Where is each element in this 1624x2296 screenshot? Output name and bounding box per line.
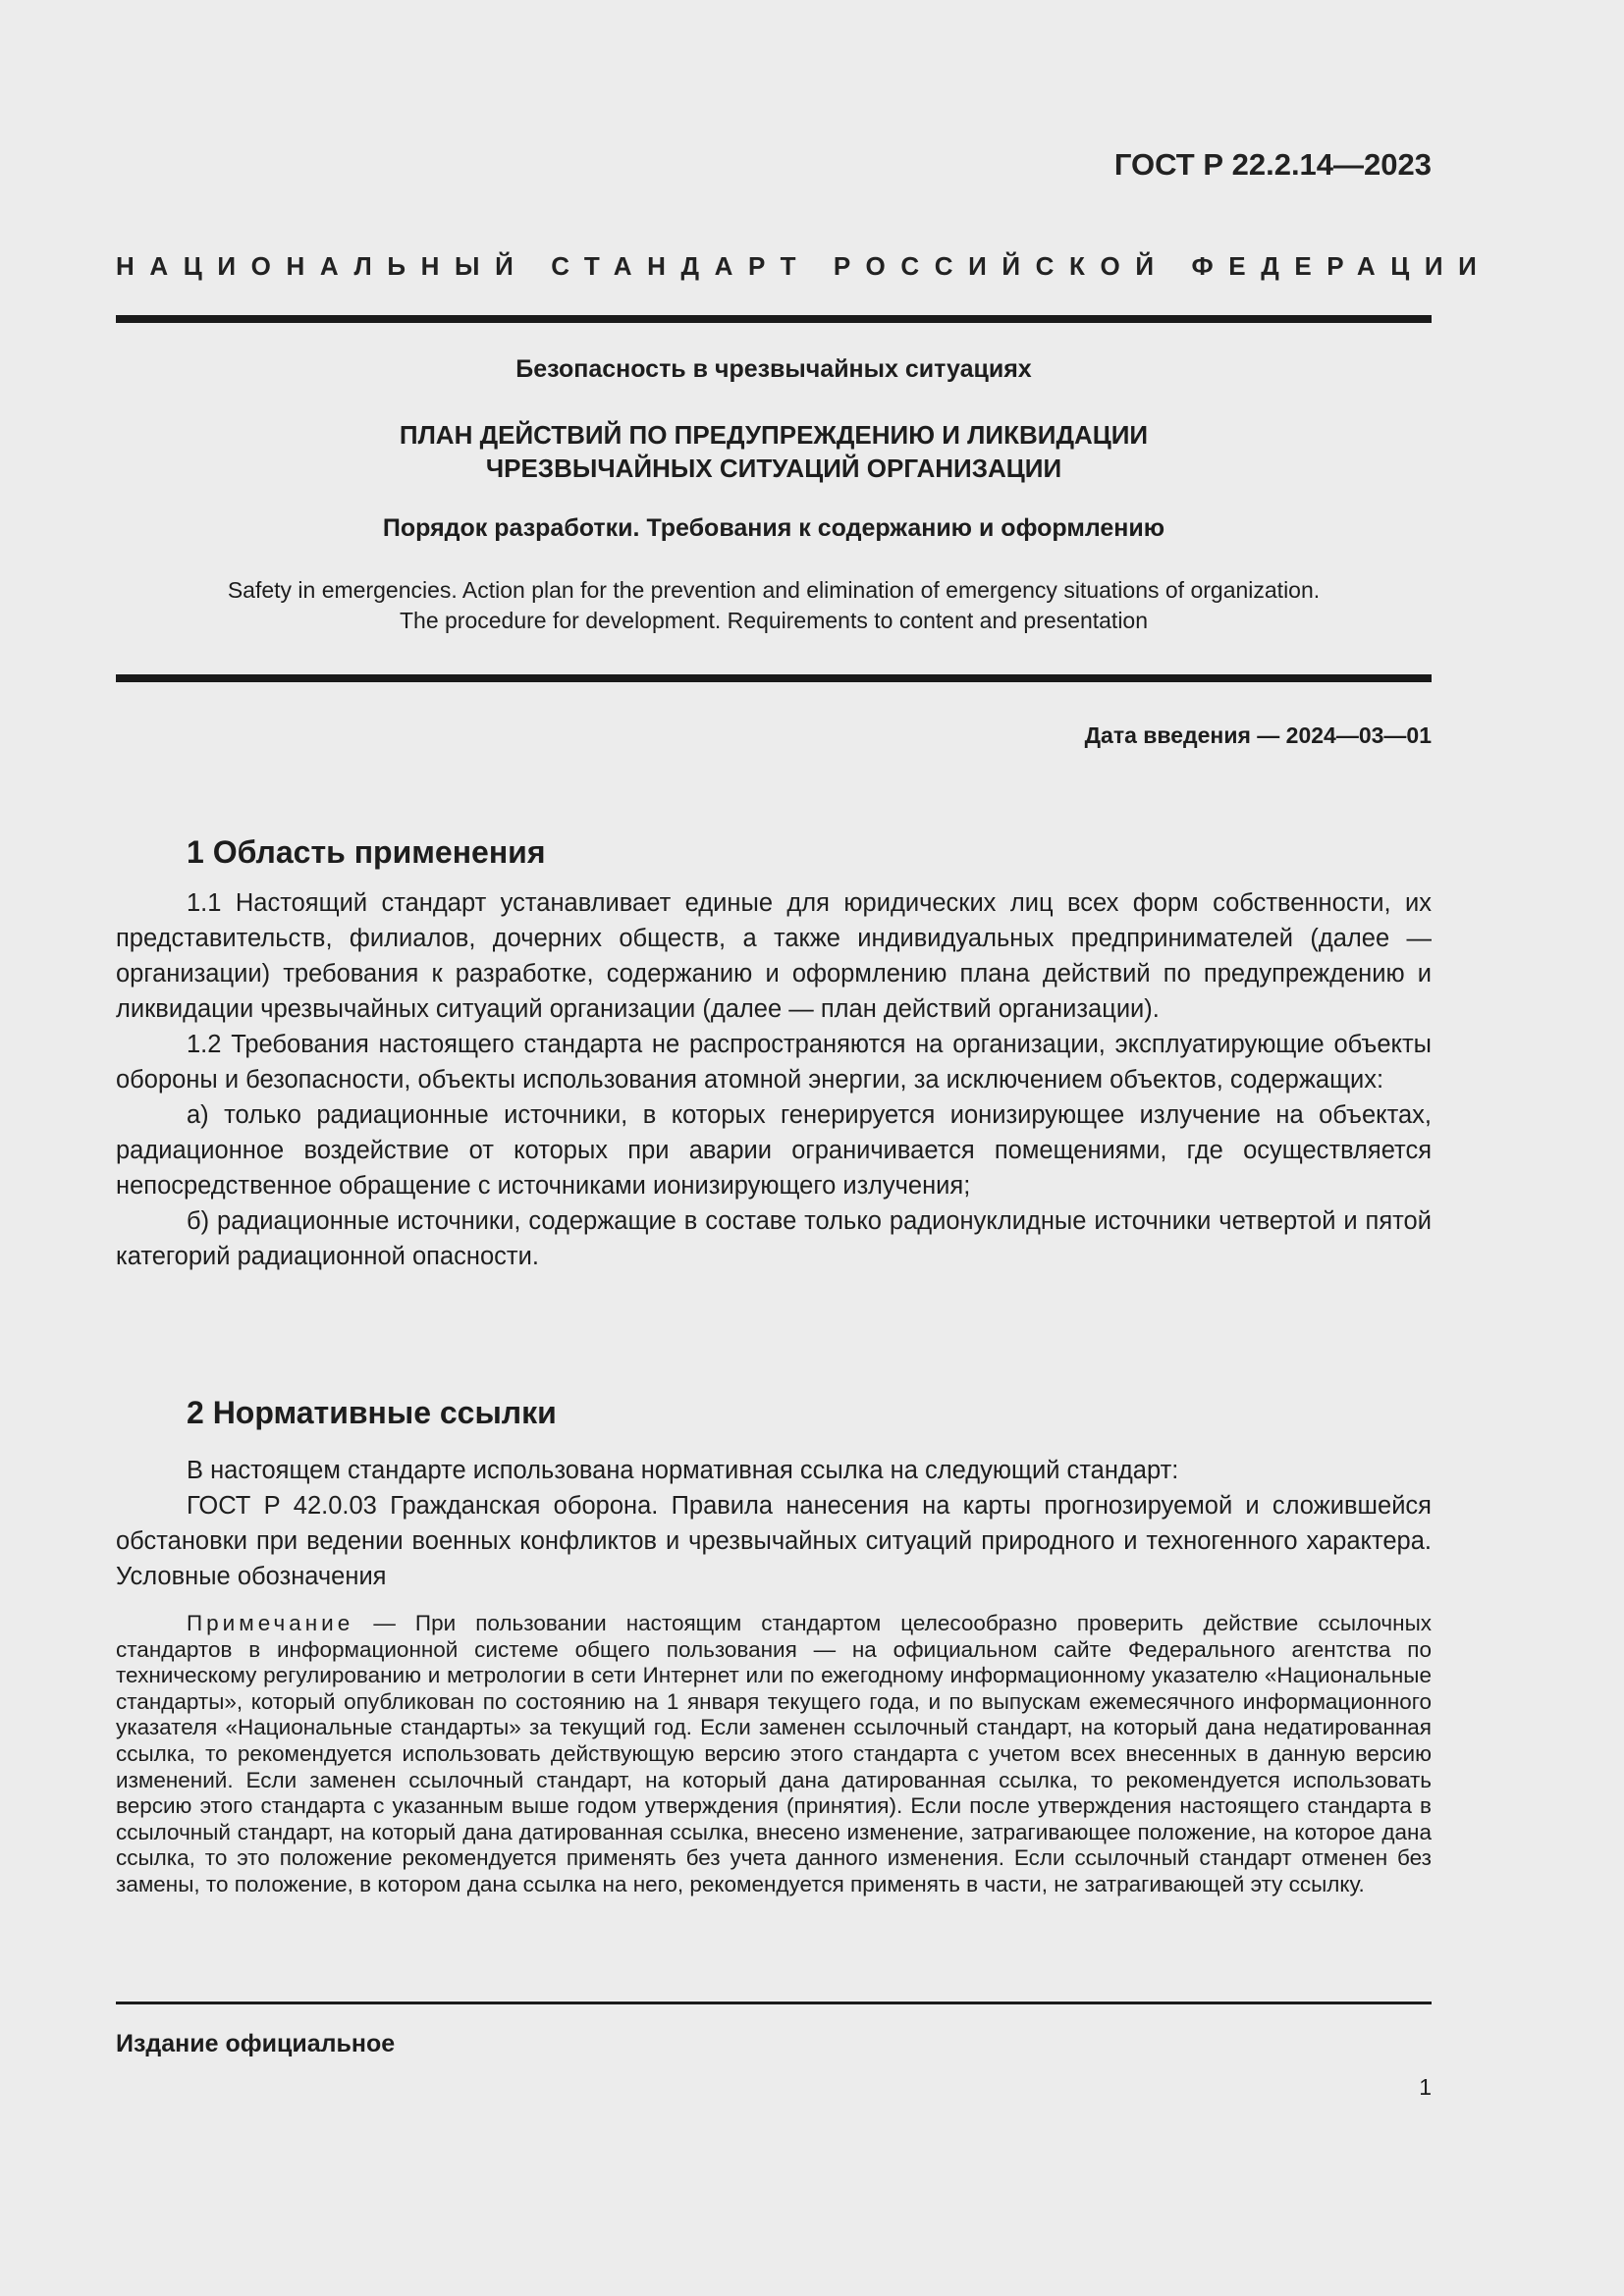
english-title-line-1: Safety in emergencies. Action plan for the prevention and elimination of emergency situations of organization. [227, 577, 1321, 603]
section-2-body [116, 1453, 1432, 1594]
paragraph-1-2: 1.2 Требования настоящего стандарта не распространяются на организации, эксплуатирующие объекты обороны и безопасности, объекты использования атомной энергии, за исключением объектов, содержащих: [116, 1031, 1432, 1094]
list-item-a: а) только радиационные источники, в которых генерируется ионизирующее излучение на объектах, радиационное воздействие от которых при аварии ограничивается помещениями, где осуществляется непосредственное обращение с источниками ионизирующего излучения; [116, 1101, 1432, 1200]
title-divider [116, 674, 1432, 682]
document-page [116, 0, 1492, 2296]
document-title [116, 418, 1432, 485]
document-subtitle: Порядок разработки. Требования к содержанию и оформлению [382, 514, 1165, 542]
note-text: — При пользовании настоящим стандартом целесообразно проверить действие ссылочных стандартов в информационной системе общего пользования — на официальном сайте Федерального агентства по техническому регулированию и метрологии в сети Интернет или по ежегодному информационному указателю «Национальные стандарты», который опубликован по состоянию на 1 января текущего года, и по выпускам ежемесячного информационного указателя «Национальные стандарты» за текущий год. Если заменен ссылочный стандарт, на который дана недатированная ссылка, то рекомендуется использовать действующую версию этого стандарта с учетом всех внесенных в данную версию изменений. Если заменен ссылочный стандарт, на который дана датированная ссылка, то рекомендуется использовать версию этого стандарта с указанным выше годом утверждения (принятия). Если после утверждения настоящего стандарта в ссылочный стандарт, на который дана датированная ссылка, внесено изменение, затрагивающее положение, на которое дана ссылка, то это положение рекомендуется применять без учета данного изменения. Если ссылочный стандарт отменен без замены, то положение, в котором дана ссылка на него, рекомендуется применять в части, не затрагивающей эту ссылку. [116, 1611, 1432, 1896]
subject-heading: Безопасность в чрезвычайных ситуациях [515, 355, 1032, 383]
reference-note [116, 1611, 1432, 1898]
introduction-date: Дата введения — 2024—03—01 [1084, 722, 1432, 748]
section-1-heading: 1 Область применения [187, 834, 546, 870]
title-line-1: ПЛАН ДЕЙСТВИЙ ПО ПРЕДУПРЕЖДЕНИЮ И ЛИКВИДАЦИИ [399, 420, 1149, 450]
list-item-b: б) радиационные источники, содержащие в составе только радионуклидные источники четвертой и пятой категорий радиационной опасности. [116, 1207, 1432, 1270]
section-2-heading: 2 Нормативные ссылки [187, 1395, 557, 1430]
national-standard-heading: НАЦИОНАЛЬНЫЙ СТАНДАРТ РОССИЙСКОЙ ФЕДЕРАЦИИ [116, 251, 1492, 281]
title-line-2: ЧРЕЗВЫЧАЙНЫХ СИТУАЦИЙ ОРГАНИЗАЦИИ [485, 454, 1062, 483]
official-edition: Издание официальное [116, 2030, 396, 2057]
paragraph-1-1: 1.1 Настоящий стандарт устанавливает единые для юридических лиц всех форм собственности, их представительств, филиалов, дочерних обществ, а также индивидуальных предпринимателей (далее — организации) требования к разработке, содержанию и оформлению плана действий по предупреждению и ликвидации чрезвычайных ситуаций организации (далее — план действий организации). [116, 889, 1432, 1023]
english-title-line-2: The procedure for development. Requirements to content and presentation [399, 608, 1149, 633]
document-number: ГОСТ Р 22.2.14—2023 [1113, 147, 1432, 182]
page-number: 1 [1419, 2074, 1432, 2100]
english-title [116, 575, 1432, 636]
section-1-body [116, 885, 1432, 1274]
top-divider [116, 315, 1432, 323]
references-intro: В настоящем стандарте использована нормативная ссылка на следующий стандарт: [187, 1457, 1179, 1484]
footer-divider [116, 2002, 1432, 2004]
reference-gost: ГОСТ Р 42.0.03 Гражданская оборона. Правила нанесения на карты прогнозируемой и сложившейся обстановки при ведении военных конфликтов и чрезвычайных ситуаций природного и техногенного характера. Условные обозначения [116, 1492, 1432, 1590]
note-label: Примечание [187, 1611, 354, 1635]
